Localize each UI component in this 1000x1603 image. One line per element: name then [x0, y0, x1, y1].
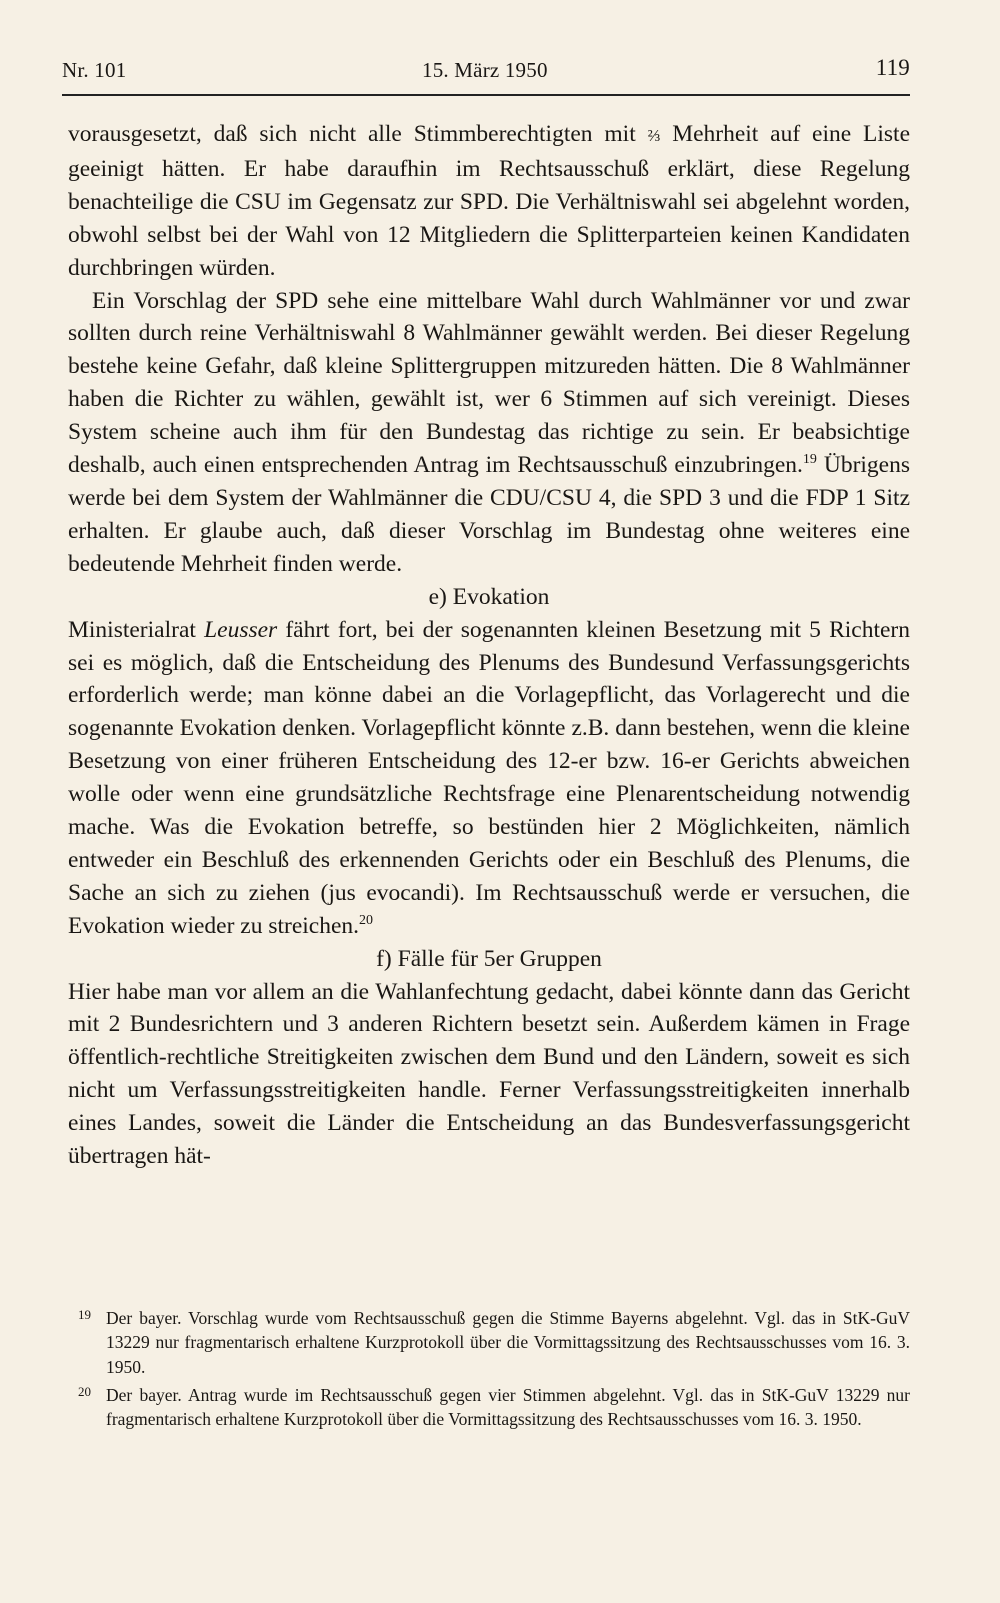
- footnote-text: Der bayer. Vorschlag wurde vom Rechtsausschuß gegen die Stimme Bayerns abgelehnt. Vgl. das in StK-GuV 13229 nur fragmentarisch erhaltene Kurzprotokoll über die Vormittagssitzung des Rechtsausschusses vom 16. 3. 1950.: [106, 1308, 910, 1377]
- footnote-ref-19: 19: [802, 452, 817, 468]
- document-date: 15. März 1950: [422, 58, 548, 82]
- paragraph-2: Ein Vorschlag der SPD sehe eine mittelbare Wahl durch Wahlmänner vor und zwar sollten durch reine Verhältniswahl 8 Wahlmänner gewählt werden. Bei dieser Regelung bestehe keine Gefahr, daß kleine Splittergruppen mitzureden hätten. Die 8 Wahlmänner haben die Richter zu wählen, gewählt ist, wer 6 Stimmen auf sich vereinigt. Dieses System scheine auch ihm für den Bundestag das richtige zu sein. Er beabsichtige deshalb, auch einen entsprechenden Antrag im Rechtsausschuß einzubringen.$^{19}$ Übrigens werde bei dem System der Wahlmänner die CDU/CSU 4, die SPD 3 und die FDP 1 Sitz erhalten. Er glaube auch, daß dieser Vorschlag im Bundestag ohne weiteres eine bedeutende Mehrheit finden werde.: [68, 287, 910, 577]
- running-header: [62, 52, 910, 88]
- footnotes: [78, 1306, 910, 1435]
- footnote-19: [78, 1306, 910, 1379]
- footnote-20: [78, 1383, 910, 1432]
- body-text: [68, 118, 910, 1173]
- footnote-number: 20: [78, 1383, 91, 1399]
- footnote-text: Der bayer. Antrag wurde im Rechtsausschuß gegen vier Stimmen abgelehnt. Vgl. das in StK-GuV 13229 nur fragmentarisch erhaltene Kurzprotokoll über die Vormittagssitzung des Rechtsausschusses vom 16. 3. 1950.: [106, 1384, 910, 1430]
- section-heading-f: f) Fälle für 5er Gruppen: [376, 945, 602, 972]
- footnote-number: 19: [78, 1307, 91, 1322]
- paragraph-3: Ministerialrat Leusser fährt fort, bei der sogenannten kleinen Besetzung mit 5 Richtern sei es möglich, daß die Entscheidung des Plenums des Bundesund Verfassungsgerichts erforderlich werde; man könne dabei an die Vorlagepflicht, das Vorlagerecht und die sogenannte Evokation denken. Vorlagepflicht könnte z.B. dann bestehen, wenn die kleine Besetzung von einer früheren Entscheidung des 12-er bzw. 16-er Gerichts abweichen wolle oder wenn eine grundsätzliche Rechtsfrage eine Plenarentscheidung notwendig mache. Was die Evokation betreffe, so bestünden hier 2 Möglichkeiten, nämlich entweder ein Beschluß des erkennenden Gerichts oder ein Beschluß des Plenums, die Sache an sich zu ziehen (jus evocandi). Im Rechtsausschuß werde er versuchen, die Evokation wieder zu streichen.$^{20}$: [68, 616, 910, 939]
- page-number: 119: [875, 55, 910, 80]
- fraction-two-thirds: ⅔: [647, 126, 661, 145]
- document-number: Nr. 101: [62, 58, 127, 82]
- footnote-ref-20: 20: [359, 912, 374, 928]
- paragraph-4: Hier habe man vor allem an die Wahlanfechtung gedacht, dabei könnte dann das Gericht mit 2 Bundesrichtern und 3 anderen Richtern besetzt sein. Außerdem kämen in Frage öffentlich-rechtliche Streitigkeiten zwischen dem Bund und den Ländern, soweit es sich nicht um Verfassungsstreitigkeiten handle. Ferner Verfassungsstreitigkeiten innerhalb eines Landes, soweit die Länder die Entscheidung an das Bundesverfassungsgericht übertragen hät-: [68, 978, 910, 1170]
- section-heading-e: e) Evokation: [428, 583, 550, 610]
- paragraph-1: vorausgesetzt, daß sich nicht alle Stimmberechtigten mit ⅔ Mehrheit auf eine Liste geeinigt hätten. Er habe daraufhin im Rechtsausschuß erklärt, diese Regelung benachteilige die CSU im Gegensatz zur SPD. Die Verhältniswahl sei abgelehnt worden, obwohl selbst bei der Wahl von 12 Mitgliedern die Splitterparteien keinen Kandidaten durchbringen würden.: [68, 121, 911, 281]
- person-name: Leusser: [204, 616, 278, 643]
- header-rule: [62, 94, 910, 96]
